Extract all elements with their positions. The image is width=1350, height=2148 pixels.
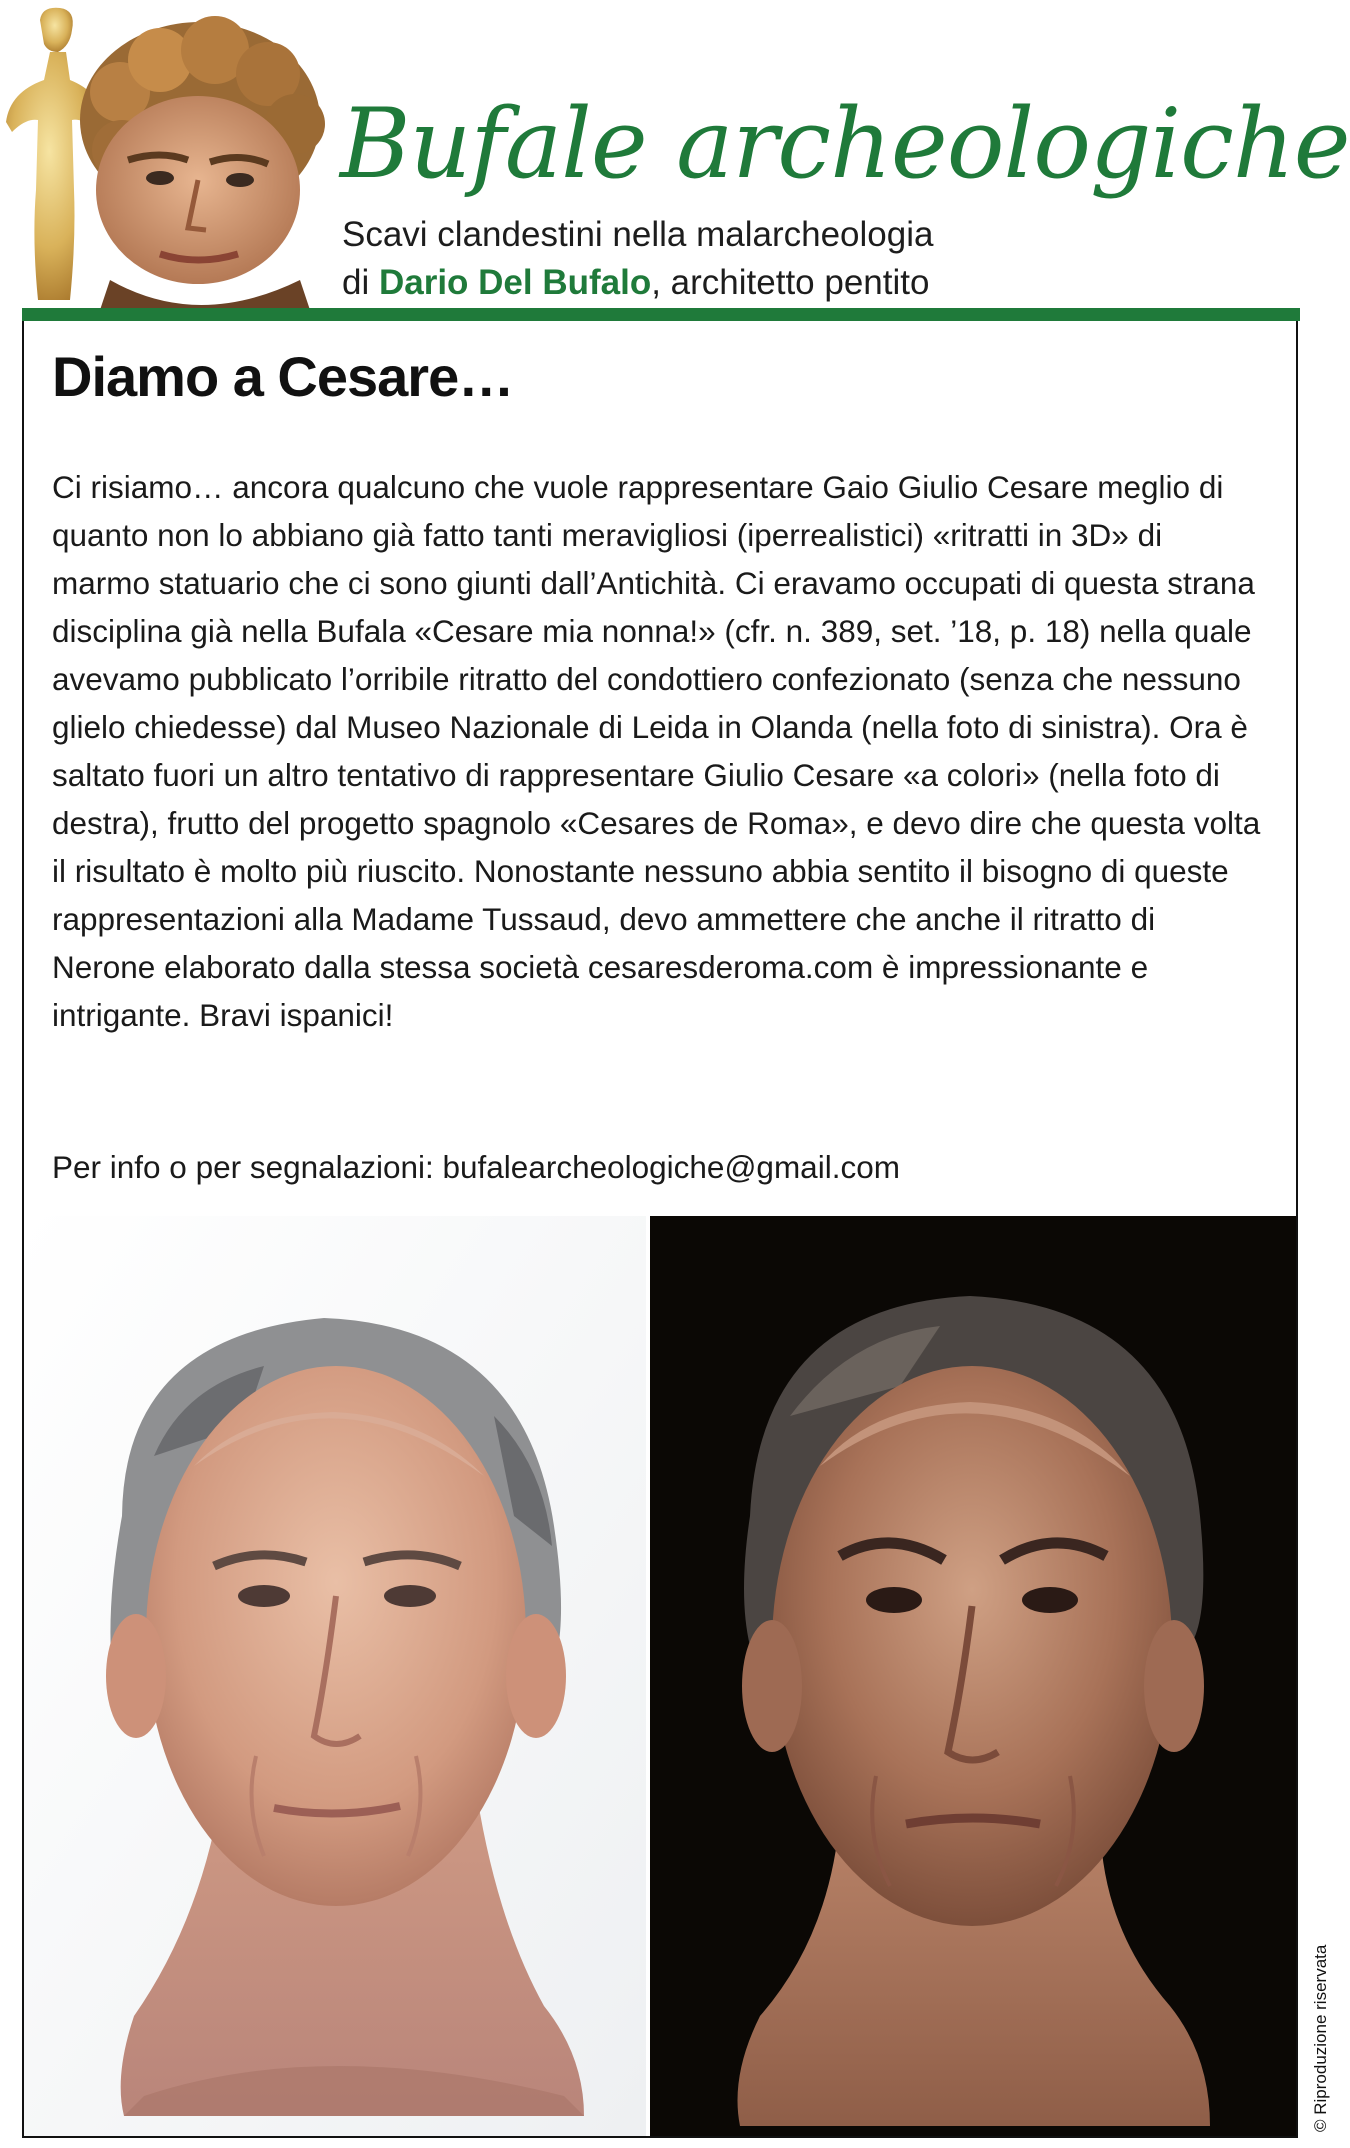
byline-suffix: , architetto pentito <box>651 263 930 302</box>
article-box <box>22 321 1298 2138</box>
column-subtitle: Scavi clandestini nella malarcheologia <box>342 215 934 254</box>
column-title: Bufale archeologiche <box>340 88 1350 200</box>
article-headline: Diamo a Cesare… <box>52 345 514 408</box>
header-illustration <box>0 0 330 310</box>
photo-right-bust <box>650 1216 1296 2136</box>
photo-strip <box>24 1216 1296 2136</box>
author-name: Dario Del Bufalo <box>378 263 652 302</box>
byline-prefix: di <box>342 263 379 302</box>
article-body: Ci risiamo… ancora qualcuno che vuole rappresentare Gaio Giulio Cesare meglio di quanto non lo abbiano già fatto tanti meravigliosi (iperrealistici) «ritratti in 3D» di marmo statuario che ci sono giunti dall’Antichità. Ci eravamo occupati di questa strana disciplina già nella Bufala «Cesare mia nonna!» (cfr. n. 389, set. ’18, p. 18) nella quale avevamo pubblicato l’orribile ritratto del condottiero confezionato (senza che nessuno glielo chiedesse) dal Museo Nazionale di Leida in Olanda (nella foto di sinistra). Ora è saltato fuori un altro tentativo di rappresentare Giulio Cesare «a colori» (nella foto di destra), frutto del progetto spagnolo «Cesares de Roma», e devo dire che questa volta il risultato è molto più riuscito. Nonostante nessuno abbia sentito il bisogno di queste rappresentazioni alla Madame Tussaud, devo ammettere che anche il ritratto di Nerone elaborato dalla stessa società cesaresderoma.com è impressionante e intrigante. Bravi ispanici! <box>52 469 1261 1033</box>
photo-left-bust <box>24 1216 646 2136</box>
copyright-notice: © Riproduzione riservata <box>1311 1944 1330 2132</box>
byline <box>342 265 929 300</box>
header-rule <box>22 308 1300 321</box>
column-header <box>0 0 1350 310</box>
contact-line: Per info o per segnalazioni: bufalearcheologiche@gmail.com <box>52 1149 900 1185</box>
